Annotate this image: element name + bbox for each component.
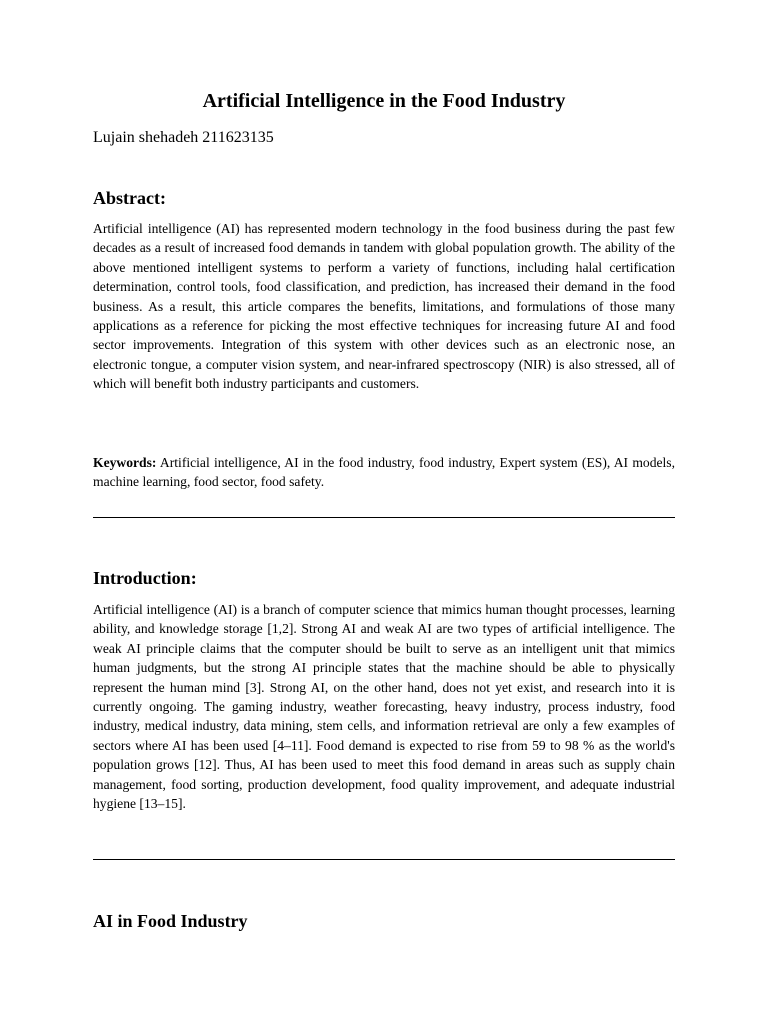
section-divider [93,517,675,518]
section-divider [93,859,675,860]
ai-food-industry-heading: AI in Food Industry [93,911,248,931]
introduction-heading: Introduction: [93,568,197,588]
abstract-paragraph: Artificial intelligence (AI) has represented modern technology in the food business during the past few decades as a result of increased food demands in tandem with global population growth. The ability of the above mentioned intelligent systems to perform a variety of functions, including halal certification determination, control tools, food classification, and prediction, has increased their demand in the food business. As a result, this article compares the benefits, limitations, and formulations of those many applications as a reference for picking the most effective techniques for increasing future AI and food sector improvements. Integration of this system with other devices such as an electronic nose, an electronic tongue, a computer vision system, and near-infrared spectroscopy (NIR) is also stressed, all of which will benefit both industry participants and customers. [93,221,675,392]
abstract-heading: Abstract: [93,188,166,208]
keywords-text: Artificial intelligence, AI in the food industry, food industry, Expert system (ES), AI models, machine learning, food sector, food safety. [93,455,675,490]
author-line: Lujain shehadeh 211623135 [93,129,274,146]
introduction-paragraph: Artificial intelligence (AI) is a branch of computer science that mimics human thought processes, learning ability, and knowledge storage [1,2]. Strong AI and weak AI are two types of artificial intelligence. The weak AI principle claims that the computer should be built to serve as an intelligent unit that mimics human judgments, but the strong AI principle states that the machine should be able to physically represent the human mind [3]. Strong AI, on the other hand, does not yet exist, and research into it is currently ongoing. The gaming industry, weather forecasting, heavy industry, process industry, food industry, medical industry, data mining, stem cells, and information retrieval are only a few examples of sectors where AI has been used [4–11]. Food demand is expected to rise from 59 to 98 % as the world's population grows [12]. Thus, AI has been used to meet this food demand in areas such as supply chain management, food sorting, production development, food quality improvement, and adequate industrial hygiene [13–15]. [93,602,675,812]
keywords-label: Keywords: [93,455,157,470]
document-title: Artificial Intelligence in the Food Industry [202,90,566,112]
keywords-paragraph [93,453,675,492]
